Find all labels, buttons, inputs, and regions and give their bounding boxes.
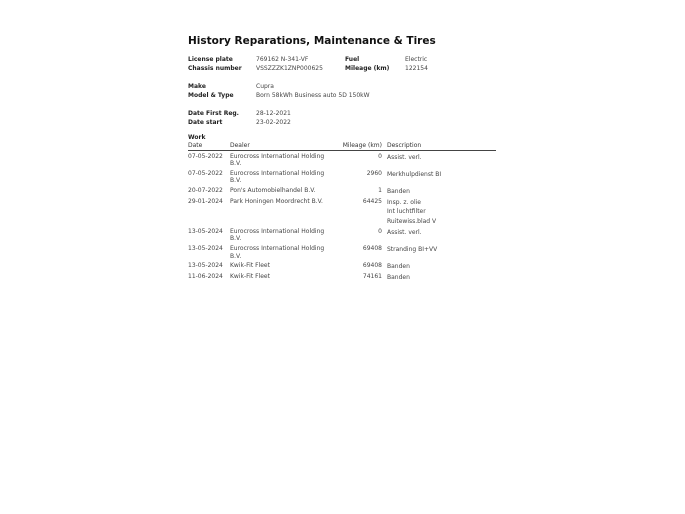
start-value: 23-02-2022 — [256, 119, 291, 126]
row-mileage: 2960 — [366, 169, 382, 177]
row-date: 07-05-2022 — [188, 169, 223, 177]
row-date: 13-05-2024 — [188, 244, 223, 252]
row-mileage: 64425 — [362, 197, 382, 205]
description-line: Assist. verl. — [387, 153, 422, 161]
row-description — [387, 260, 496, 271]
fuel-label: Fuel — [345, 56, 360, 63]
row-dealer: Eurocross International Holding B.V. — [230, 227, 325, 243]
row-date: 29-01-2024 — [188, 197, 223, 205]
description-line: Insp. z. olie — [387, 198, 421, 206]
description-line: Merkhulpdienst BI — [387, 170, 442, 178]
page-title: History Reparations, Maintenance & Tires — [188, 35, 436, 47]
row-mileage: 0 — [378, 227, 382, 235]
row-dealer: Eurocross International Holding B.V. — [230, 244, 325, 260]
col-description: Description — [387, 142, 496, 151]
row-date: 13-05-2024 — [188, 227, 223, 235]
row-mileage: 69408 — [362, 261, 382, 269]
row-dealer: Eurocross International Holding B.V. — [230, 152, 325, 168]
document-page — [188, 34, 498, 282]
row-mileage: 1 — [378, 186, 382, 194]
start-label: Date start — [188, 119, 223, 126]
row-description — [387, 168, 496, 185]
row-dealer: Eurocross International Holding B.V. — [230, 169, 325, 185]
first-reg-label: Date First Reg. — [188, 110, 239, 117]
work-table-body — [188, 151, 496, 283]
description-line: Banden — [387, 262, 410, 270]
table-row — [188, 151, 496, 169]
chassis-value: VSSZZZK1ZNP000625 — [256, 65, 323, 72]
work-heading: Work — [188, 134, 206, 141]
row-dealer: Kwik-Fit Fleet — [230, 261, 270, 269]
row-date: 11-06-2024 — [188, 272, 223, 280]
fuel-value: Electric — [405, 56, 428, 63]
info-row-first-reg — [188, 109, 498, 118]
col-date: Date — [188, 142, 230, 151]
row-description — [387, 185, 496, 196]
table-row — [188, 185, 496, 196]
table-row — [188, 260, 496, 271]
table-row — [188, 226, 496, 243]
description-line: Assist. verl. — [387, 228, 422, 236]
info-row-plate — [188, 55, 498, 64]
row-date: 13-05-2024 — [188, 261, 223, 269]
col-mileage: Mileage (km) — [329, 142, 387, 151]
model-label: Model & Type — [188, 92, 234, 99]
row-description — [387, 151, 496, 169]
row-description — [387, 196, 496, 226]
work-table — [188, 142, 496, 282]
info-row-chassis — [188, 64, 498, 73]
info-row-make — [188, 82, 498, 91]
description-line: Banden — [387, 187, 410, 195]
row-dealer: Pon's Automobielhandel B.V. — [230, 186, 316, 194]
row-mileage: 69408 — [362, 244, 382, 252]
description-line: Int luchtfilter — [387, 208, 426, 216]
table-row — [188, 243, 496, 260]
row-mileage: 74161 — [362, 272, 382, 280]
row-mileage: 0 — [378, 152, 382, 160]
row-dealer: Kwik-Fit Fleet — [230, 272, 270, 280]
chassis-label: Chassis number — [188, 65, 242, 72]
info-row-model — [188, 91, 498, 100]
description-line: Banden — [387, 273, 410, 281]
info-row-start — [188, 118, 498, 127]
work-table-header — [188, 142, 496, 151]
col-dealer: Dealer — [230, 142, 329, 151]
table-row — [188, 271, 496, 282]
description-line: Ruitewiss.blad V — [387, 217, 437, 225]
license-plate-label: License plate — [188, 56, 233, 63]
row-dealer: Park Honingen Moordrecht B.V. — [230, 197, 323, 205]
make-value: Cupra — [256, 83, 274, 90]
row-description — [387, 226, 496, 243]
row-date: 07-05-2022 — [188, 152, 223, 160]
model-value: Born 58kWh Business auto 5D 150kW — [256, 92, 370, 99]
mileage-value: 122154 — [405, 65, 428, 72]
mileage-label: Mileage (km) — [345, 65, 390, 72]
license-plate-value: 769162 N-341-VF — [256, 56, 309, 63]
row-description — [387, 271, 496, 282]
first-reg-value: 28-12-2021 — [256, 110, 291, 117]
description-line: Stranding BI+VV — [387, 245, 438, 253]
table-row — [188, 168, 496, 185]
row-date: 20-07-2022 — [188, 186, 223, 194]
table-row — [188, 196, 496, 226]
row-description — [387, 243, 496, 260]
make-label: Make — [188, 83, 206, 90]
